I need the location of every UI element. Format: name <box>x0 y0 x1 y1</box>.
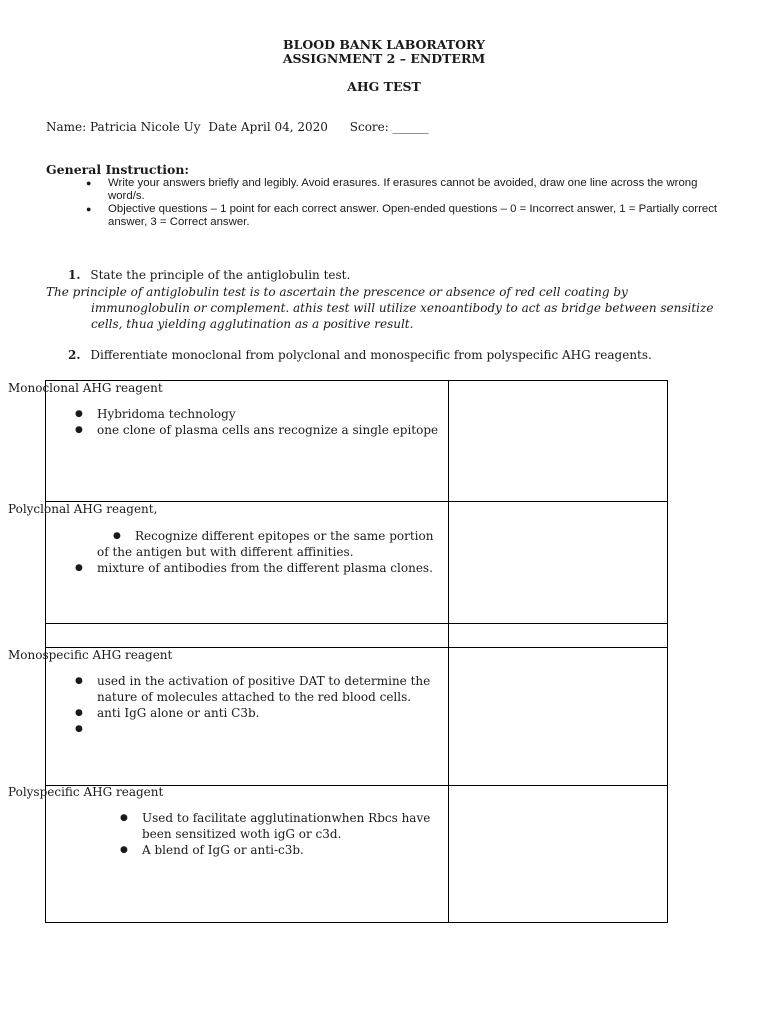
polyspecific-list <box>120 810 438 858</box>
general-instruction-title: General Instruction: <box>46 162 190 177</box>
polyclonal-label: Polyclonal AHG reagent, <box>8 502 158 516</box>
list-item: ● A blend of IgG or anti-c3b. <box>120 842 438 858</box>
list-item: ● anti IgG alone or anti C3b. <box>75 705 441 721</box>
table-border-right <box>667 380 668 923</box>
table-column-divider <box>448 380 449 923</box>
info-line <box>46 120 429 134</box>
instruction-item: ● Write your answers briefly and legibly. Avoid erasures. If erasures cannot be avoided, draw one line across the wrong word/s. <box>86 177 736 203</box>
doc-title-lab: BLOOD BANK LABORATORY <box>283 37 485 52</box>
polyclonal-list <box>75 528 437 576</box>
monospecific-list <box>75 673 441 737</box>
answer-1-line-2: immunoglobulin or complement. athis test will utilize xenoantibody to act as bridge between sensitize <box>91 301 714 315</box>
answer-1-line-1: The principle of antiglobulin test is to ascertain the prescence or absence of red cell coating by <box>46 285 628 299</box>
doc-title-assignment: ASSIGNMENT 2 – ENDTERM <box>282 51 486 66</box>
monoclonal-list <box>75 406 445 438</box>
list-item: ● Recognize different epitopes or the same portion of the antigen but with different affinities. <box>75 528 437 560</box>
list-item: ● one clone of plasma cells ans recognize a single epitope <box>75 422 445 438</box>
date-label: Date <box>208 120 238 134</box>
name-label: Name: <box>46 120 87 134</box>
list-item: ● Hybridoma technology <box>75 406 445 422</box>
question-1-text: State the principle of the antiglobulin test. <box>90 268 351 282</box>
list-item <box>75 721 441 737</box>
polyspecific-label: Polyspecific AHG reagent <box>8 785 164 799</box>
general-instruction-list <box>86 177 736 229</box>
date-value: April 04, 2020 <box>240 120 328 134</box>
answer-1-line-3: cells, thua yielding agglutination as a positive result. <box>91 317 414 331</box>
doc-title-test: AHG TEST <box>347 79 421 94</box>
instruction-item: ● Objective questions – 1 point for each correct answer. Open-ended questions – 0 = Incorrect answer, 1 = Partially correct answer, 3 = Correct answer. <box>86 203 736 229</box>
list-item: ● mixture of antibodies from the different plasma clones. <box>75 560 437 576</box>
score-blank: ______ <box>392 120 429 134</box>
list-item: ● used in the activation of positive DAT to determine the nature of molecules attached to the red blood cells. <box>75 673 441 705</box>
name-value: Patricia Nicole Uy <box>90 120 201 134</box>
list-item: ● Used to facilitate agglutinationwhen Rbcs have been sensitized woth igG or c3d. <box>120 810 438 842</box>
question-2 <box>68 348 652 362</box>
table-border-bottom <box>45 922 668 923</box>
question-2-number: 2. <box>68 348 81 362</box>
table-row-divider <box>45 623 668 624</box>
question-2-text: Differentiate monoclonal from polyclonal and monospecific from polyspecific AHG reagents. <box>90 348 652 362</box>
question-1 <box>68 268 350 282</box>
monoclonal-label: Monoclonal AHG reagent <box>8 381 163 395</box>
question-1-number: 1. <box>68 268 81 282</box>
score-label: Score: <box>349 120 389 134</box>
monospecific-label: Monospecific AHG reagent <box>8 648 173 662</box>
